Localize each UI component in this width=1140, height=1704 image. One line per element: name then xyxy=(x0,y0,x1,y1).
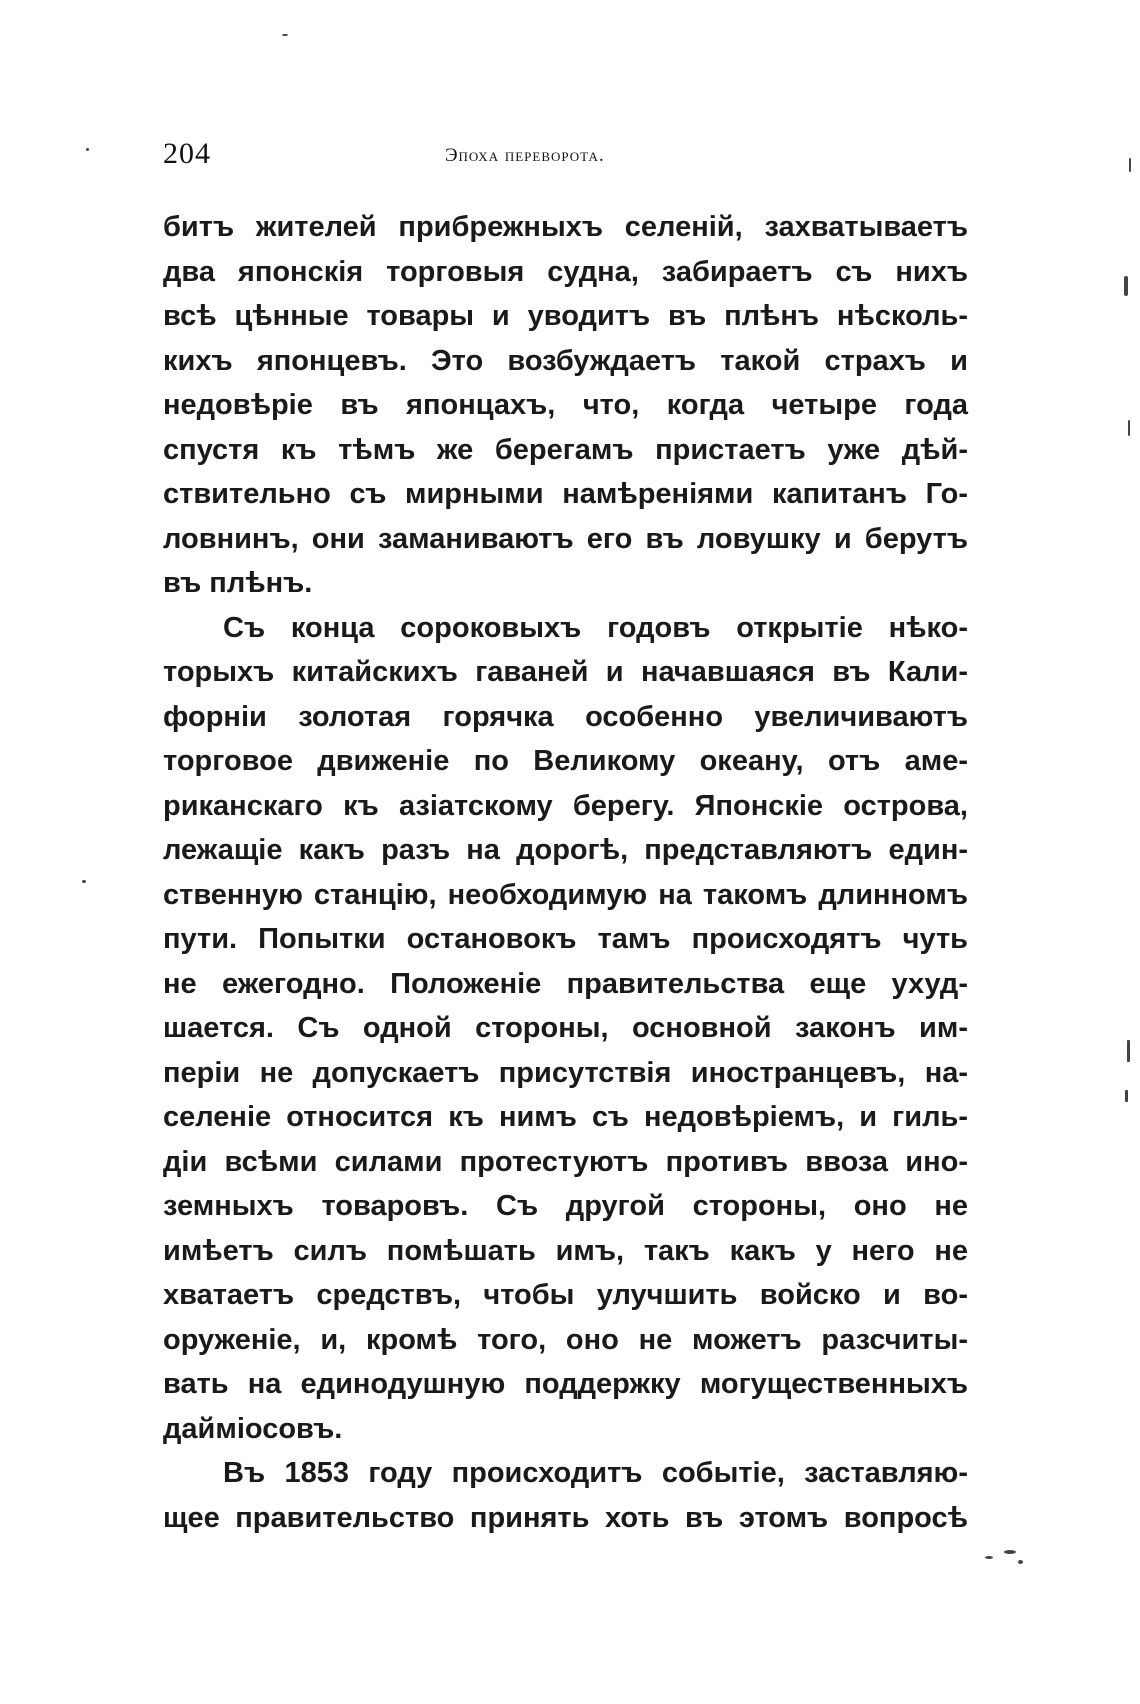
text-line: недовѣріе въ японцахъ, что, когда четыре года xyxy=(163,389,968,421)
text-line: шается. Съ одной стороны, основной законъ им- xyxy=(163,1012,968,1044)
scan-speck xyxy=(1127,1040,1130,1062)
scan-speck xyxy=(1125,1090,1128,1102)
text-line: оруженіе, и, кромѣ того, оно не можетъ разсчиты- xyxy=(163,1323,968,1356)
text-line: щее правительство принять хоть въ этомъ вопросѣ xyxy=(163,1501,968,1534)
scan-speck xyxy=(985,1556,993,1559)
scan-speck xyxy=(82,880,86,883)
running-title: Эпоха переворота. xyxy=(445,145,605,166)
scan-speck xyxy=(1004,1550,1016,1554)
scan-speck xyxy=(1129,158,1131,172)
text-line: два японскія торговыя судна, забираетъ съ нихъ xyxy=(163,255,968,288)
scan-speck xyxy=(282,34,288,36)
text-line: торыхъ китайскихъ гаваней и начавшаяся въ Кали- xyxy=(163,656,968,688)
text-line: Съ конца сороковыхъ годовъ открытіе нѣко- xyxy=(223,611,968,644)
text-line: спустя къ тѣмъ же берегамъ пристаетъ уже дѣй- xyxy=(163,433,968,466)
text-line: діи всѣми силами протестуютъ противъ ввоза ино- xyxy=(163,1145,968,1178)
text-line: земныхъ товаровъ. Съ другой стороны, оно не xyxy=(163,1190,968,1222)
text-line: даймiосовъ. xyxy=(163,1412,343,1445)
body-text xyxy=(163,205,968,1540)
text-line: имѣетъ силъ помѣшать имъ, такъ какъ у него не xyxy=(163,1234,968,1267)
text-line: пути. Попытки остановокъ тамъ происходятъ чуть xyxy=(163,923,968,955)
text-line: не ежегодно. Положеніе правительства еще ухуд- xyxy=(163,967,968,1000)
page-number: 204 xyxy=(163,137,211,170)
text-line: въ плѣнъ. xyxy=(163,567,313,599)
text-line: ловнинъ, они заманиваютъ его въ ловушку и берутъ xyxy=(163,522,968,555)
text-line: всѣ цѣнные товары и уводитъ въ плѣнъ нѣсколь- xyxy=(163,300,968,332)
text-line: хватаетъ средствъ, чтобы улучшить войско и во- xyxy=(163,1279,968,1311)
text-line: торговое движеніе по Великому океану, отъ аме- xyxy=(163,745,968,777)
running-header xyxy=(163,132,963,176)
text-line: селеніе относится къ нимъ съ недовѣріемъ, и гиль- xyxy=(163,1101,968,1133)
text-line: Въ 1853 году происходитъ событіе, заставляю- xyxy=(223,1457,968,1489)
scan-speck xyxy=(1018,1560,1023,1564)
scan-speck xyxy=(86,148,89,151)
scan-speck xyxy=(1124,276,1128,296)
text-line: вать на единодушную поддержку могущественныхъ xyxy=(163,1368,968,1400)
text-line: форніи золотая горячка особенно увеличиваютъ xyxy=(163,700,968,733)
text-line: лежащіе какъ разъ на дорогѣ, представляютъ един- xyxy=(163,834,968,866)
text-line: періи не допускаетъ присутствія иностранцевъ, на- xyxy=(163,1056,968,1089)
text-line: битъ жителей прибрежныхъ селеній, захватываетъ xyxy=(163,211,968,243)
text-line: риканскаго къ азіатскому берегу. Японскіе острова, xyxy=(163,789,968,822)
text-line: кихъ японцевъ. Это возбуждаетъ такой страхъ и xyxy=(163,344,968,377)
scan-speck xyxy=(1128,420,1130,436)
text-line: ствительно съ мирными намѣреніями капитанъ Го- xyxy=(163,478,968,510)
text-line: ственную станцію, необходимую на такомъ длинномъ xyxy=(163,878,968,911)
